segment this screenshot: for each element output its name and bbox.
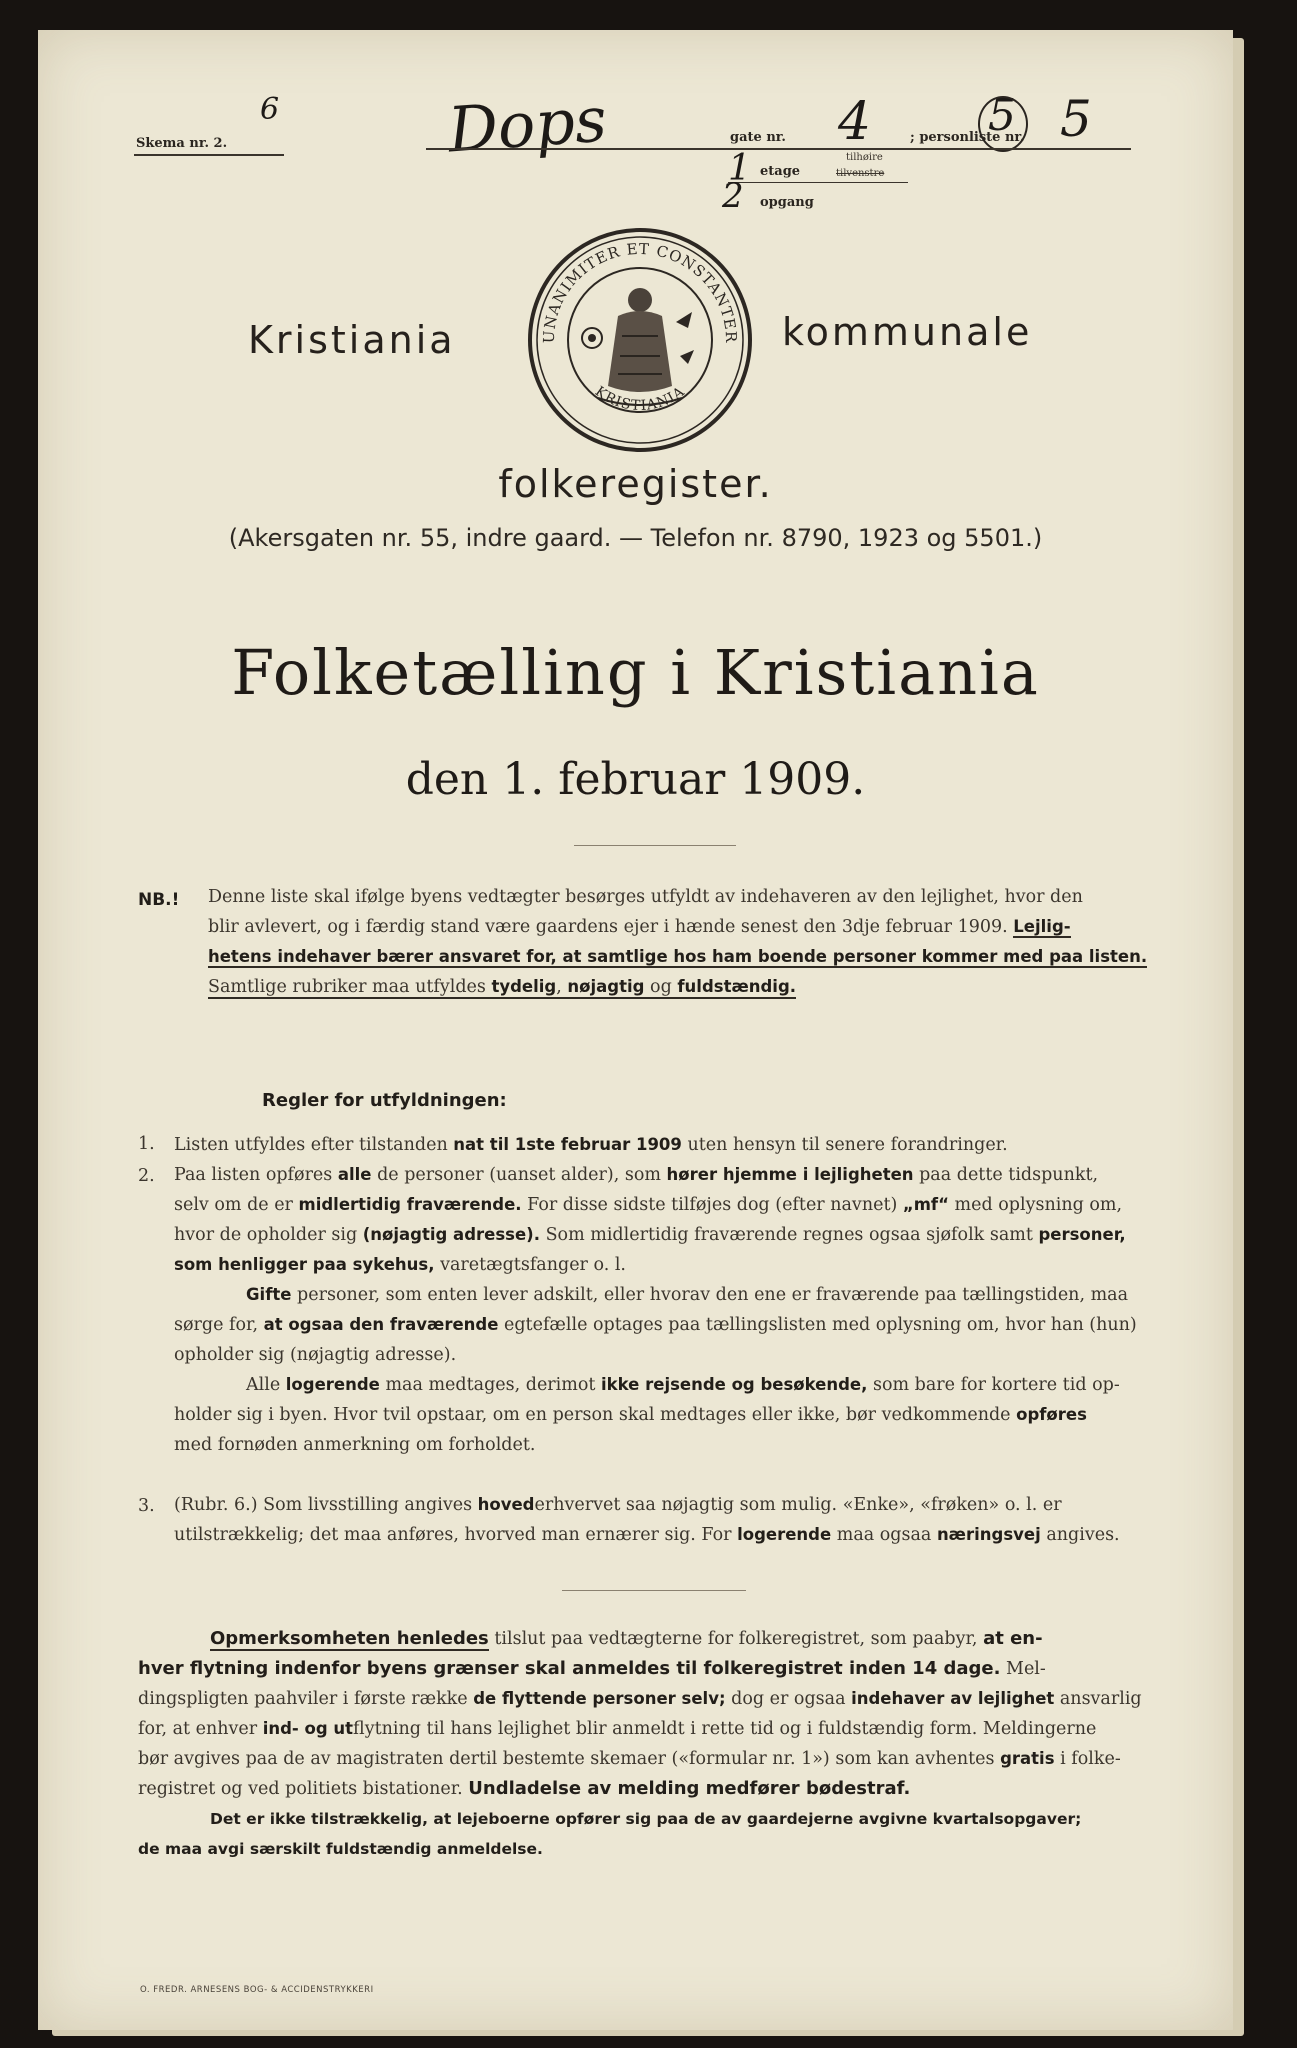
r2-l1c: de personer (uanset alder), som [377,1165,661,1185]
r2-l4b: varetægtsfanger o. l. [440,1255,626,1275]
rule-2-para2-line-2 [174,1310,1154,1340]
nb-line-3 [208,942,1148,972]
etage-right-option: tilhøire [846,152,883,163]
r2-p3-l2a: holder sig i byen. [174,1405,328,1425]
r2-p3-l1c: maa medtages, derimot [385,1375,596,1395]
r2-l2b: midlertidig fraværende. [298,1195,522,1214]
rule-2-line-3 [174,1220,1154,1250]
r2-l1b: alle [337,1165,372,1184]
skema-label: Skema nr. 2. [136,136,228,151]
notice-l7: Det er ikke tilstrækkelig, at lejeboerne opfører sig paa de av gaardejerne avgivne kvartalsopgaver; [210,1810,1082,1828]
r3-l1d: erhvervet saa nøjagtig som mulig. [534,1495,838,1515]
notice-line-5 [138,1744,1148,1774]
notice-line-3 [138,1684,1148,1714]
r2-p3-l1d: ikke rejsende og besøkende, [601,1375,868,1394]
rule-2-para2-line-1 [174,1280,1154,1310]
rule-3 [174,1490,1154,1550]
rule-2-para3-line-1 [174,1370,1154,1400]
r2-p2-l1b: personer, som enten lever adskilt, eller hvorav den ene er fraværende paa tællingstiden, maa [297,1285,1129,1305]
rule-1-text-c: uten hensyn til senere forandringer. [687,1135,1008,1155]
r3-l1c: hoved [477,1495,535,1514]
notice-l2b: Mel- [1006,1659,1046,1679]
page-title: Folketælling i Kristiania [231,636,1040,709]
notice-l5c: gratis [1000,1749,1055,1768]
rule-3-number: 3. [138,1496,155,1516]
r2-p3-l2b: Hvor tvil opstaar, om en person skal medtages eller ikke, bør vedkommende [333,1405,1011,1425]
notice-l5b: som kan avhentes [835,1749,995,1769]
r2-p2-l1a: Gifte [246,1285,292,1304]
notice-l1b: tilslut paa vedtægterne for folkeregistret, som paabyr, [494,1629,978,1649]
notice-l5d: i folke- [1060,1749,1121,1769]
folkeregister-heading: folkeregister. [498,462,773,506]
notice-line-4 [138,1714,1148,1744]
heading-left-word: Kristiania [248,318,456,362]
personliste-label: ; personliste nr. [910,130,1025,145]
rule-2 [174,1160,1154,1460]
notice-l4b: ind- og ut [262,1719,354,1738]
notice-l3d: indehaver av lejlighet [851,1689,1055,1708]
notice-line-1 [138,1624,1148,1654]
rules-heading: Regler for utfyldningen: [262,1090,507,1111]
r2-p3-l2c: opføres [1016,1405,1087,1424]
nb-comma: , [556,977,562,997]
rule-2-line-1 [174,1160,1154,1190]
notice-l6a: registret og ved politiets bistationer. [138,1779,463,1799]
address-underline [426,148,1131,150]
r2-p2-l2c: egtefælle optages paa tællingslisten med oplysning om, hvor han (hun) [504,1315,1137,1335]
nb-og: og [650,977,672,997]
r3-l2c: logerende [737,1525,832,1544]
opgang-label: opgang [760,195,814,210]
opgang-handwritten: 2 [722,176,744,216]
notice-l4d: Meldingerne [982,1719,1097,1739]
r2-l4a: som henligger paa sykehus, [174,1255,435,1274]
r3-l2b: For [701,1525,732,1545]
r2-p3-l1e: som bare for kortere tid op- [872,1375,1120,1395]
skema-handwritten-number: 6 [260,92,280,127]
r2-l1a: Paa listen opføres [174,1165,333,1185]
rule-2-line-2 [174,1190,1154,1220]
rule-1-text-a: Listen utfyldes efter tilstanden [174,1135,448,1155]
r2-l2a: selv om de er [174,1195,293,1215]
census-form-page [38,30,1233,2030]
skema-underline [134,154,284,156]
r2-l2c: For disse sidste tilføjes dog (efter navnet) [527,1195,898,1215]
r2-p2-l2b: at ogsaa den fraværende [263,1315,499,1334]
r3-l1b: Som livsstilling angives [263,1495,473,1515]
notice-l3e: ansvarlig [1059,1689,1142,1709]
rule-2-para3-line-2 [174,1400,1154,1430]
notice-line-6 [138,1774,1148,1804]
title-divider [574,845,736,846]
notice-l2a: hver flytning indenfor byens grænser skal anmeldes til folkeregistret inden 14 dage. [138,1658,1001,1679]
notice-l1a: Opmerksomheten henledes [210,1628,489,1649]
r2-l3b: (nøjagtig adresse). [362,1225,540,1244]
printer-credit: O. FREDR. ARNESENS BOG- & ACCIDENSTRYKKERI [140,1985,374,1995]
rule-2-para2-line-3: opholder sig (nøjagtig adresse). [174,1345,457,1365]
r2-p3-l1b: logerende [285,1375,380,1394]
nb-fuldstaendig: fuldstændig. [677,977,797,996]
notice-l4c: flytning til hans lejlighet blir anmeldt i rette tid og i fuldstændig form. [353,1719,978,1739]
rule-2-number: 2. [138,1166,155,1186]
rules-divider [562,1590,746,1591]
rule-1 [174,1130,1154,1160]
nb-line-2-text: blir avlevert, og i færdig stand være gaardens ejer i hænde senest den 3dje februar 1909. [208,917,1008,937]
r2-l3d: personer, [1038,1225,1126,1244]
personliste-number-handwritten: 5 [1060,90,1092,148]
street-name-handwritten: Dops [445,82,609,167]
personliste-circle-mark [978,96,1028,152]
r2-l3c: Som midlertidig fraværende regnes ogsaa sjøfolk samt [545,1225,1033,1245]
r3-l1e: «Enke», «frøken» o. l. er [842,1495,1062,1515]
r3-l2f: angives. [1046,1525,1120,1545]
nb-line-2-bold: Lejlig- [1013,917,1071,936]
etage-handwritten: 1 [728,148,751,189]
r2-p2-l2a: sørge for, [174,1315,259,1335]
seal-bottom-text: KRISTIANIA [591,383,689,415]
r2-p3-l1a: Alle [246,1375,281,1395]
r3-l1a: (Rubr. 6.) [174,1495,258,1515]
heading-right-word: kommunale [782,310,1033,354]
r2-l2d: „mf“ [902,1195,949,1214]
address-line: (Akersgaten nr. 55, indre gaard. — Telefon nr. 8790, 1923 og 5501.) [228,524,1043,552]
rule-3-line-1 [174,1490,1154,1520]
seal-icon [526,226,754,454]
notice-l3c: dog er ogsaa [731,1689,846,1709]
nb-nojagtig: nøjagtig [567,977,645,996]
r3-l2a: utilstrækkelig; det maa anføres, hvorved man ernærer sig. [174,1525,696,1545]
nb-label: NB.! [138,890,180,910]
notice-line-2 [138,1654,1148,1684]
r2-l3a: hvor de opholder sig [174,1225,358,1245]
gate-number-handwritten: 4 [838,92,872,152]
r3-l2e: næringsvej [936,1525,1041,1544]
notice-l4a: for, at enhver [138,1719,258,1739]
rule-2-para3-line-3: med fornøden anmerkning om forholdet. [174,1435,536,1455]
r2-l1e: paa dette tidspunkt, [919,1165,1099,1185]
rule-3-line-2 [174,1520,1154,1550]
nb-line-4-text: Samtlige rubriker maa utfyldes [208,977,486,997]
r2-l1d: hører hjemme i lejligheten [666,1165,914,1184]
rule-2-line-4 [174,1250,1154,1280]
notice-l3b: de flyttende personer selv; [473,1689,726,1708]
gate-label: gate nr. [730,130,786,145]
notice-l5a: bør avgives paa de av magistraten dertil bestemte skemaer («formular nr. 1») [138,1749,830,1769]
notice-l3a: dingspligten paahviler i første række [138,1689,468,1709]
notice-paragraph [138,1624,1148,1864]
nb-line-4 [208,972,1148,1002]
r3-l2d: maa ogsaa [836,1525,932,1545]
nb-line-1: Denne liste skal ifølge byens vedtægter besørges utfyldt av indehaveren av den lejlighet, hvor den [208,887,1083,907]
nb-tydelig: tydelig [491,977,557,996]
rule-1-bold: nat til 1ste februar 1909 [453,1135,682,1154]
etage-label: etage [760,164,801,179]
nb-paragraph [208,882,1148,1002]
nb-line-2 [208,912,1148,942]
kristiania-seal [526,226,754,458]
notice-line-7 [138,1804,1148,1834]
seal-top-text: UNANIMITER ET CONSTANTER [539,239,741,344]
rule-1-number: 1. [138,1134,155,1154]
nb-line-4-underlined [208,977,796,999]
notice-line-8: de maa avgi særskilt fuldstændig anmeldelse. [138,1840,543,1858]
notice-l6b: Undladelse av melding medfører bødestraf. [468,1778,911,1799]
r2-l2e: med oplysning om, [954,1195,1123,1215]
etage-underline [728,182,908,183]
etage-left-option-struck: tilvenstre [836,168,885,179]
notice-l1c: at en- [983,1628,1043,1649]
personliste-circled-number: 5 [988,90,1016,141]
page-subtitle: den 1. februar 1909. [405,754,866,805]
nb-line-3-bold: hetens indehaver bærer ansvaret for, at samtlige hos ham boende personer kommer med paa listen. [208,947,1148,966]
